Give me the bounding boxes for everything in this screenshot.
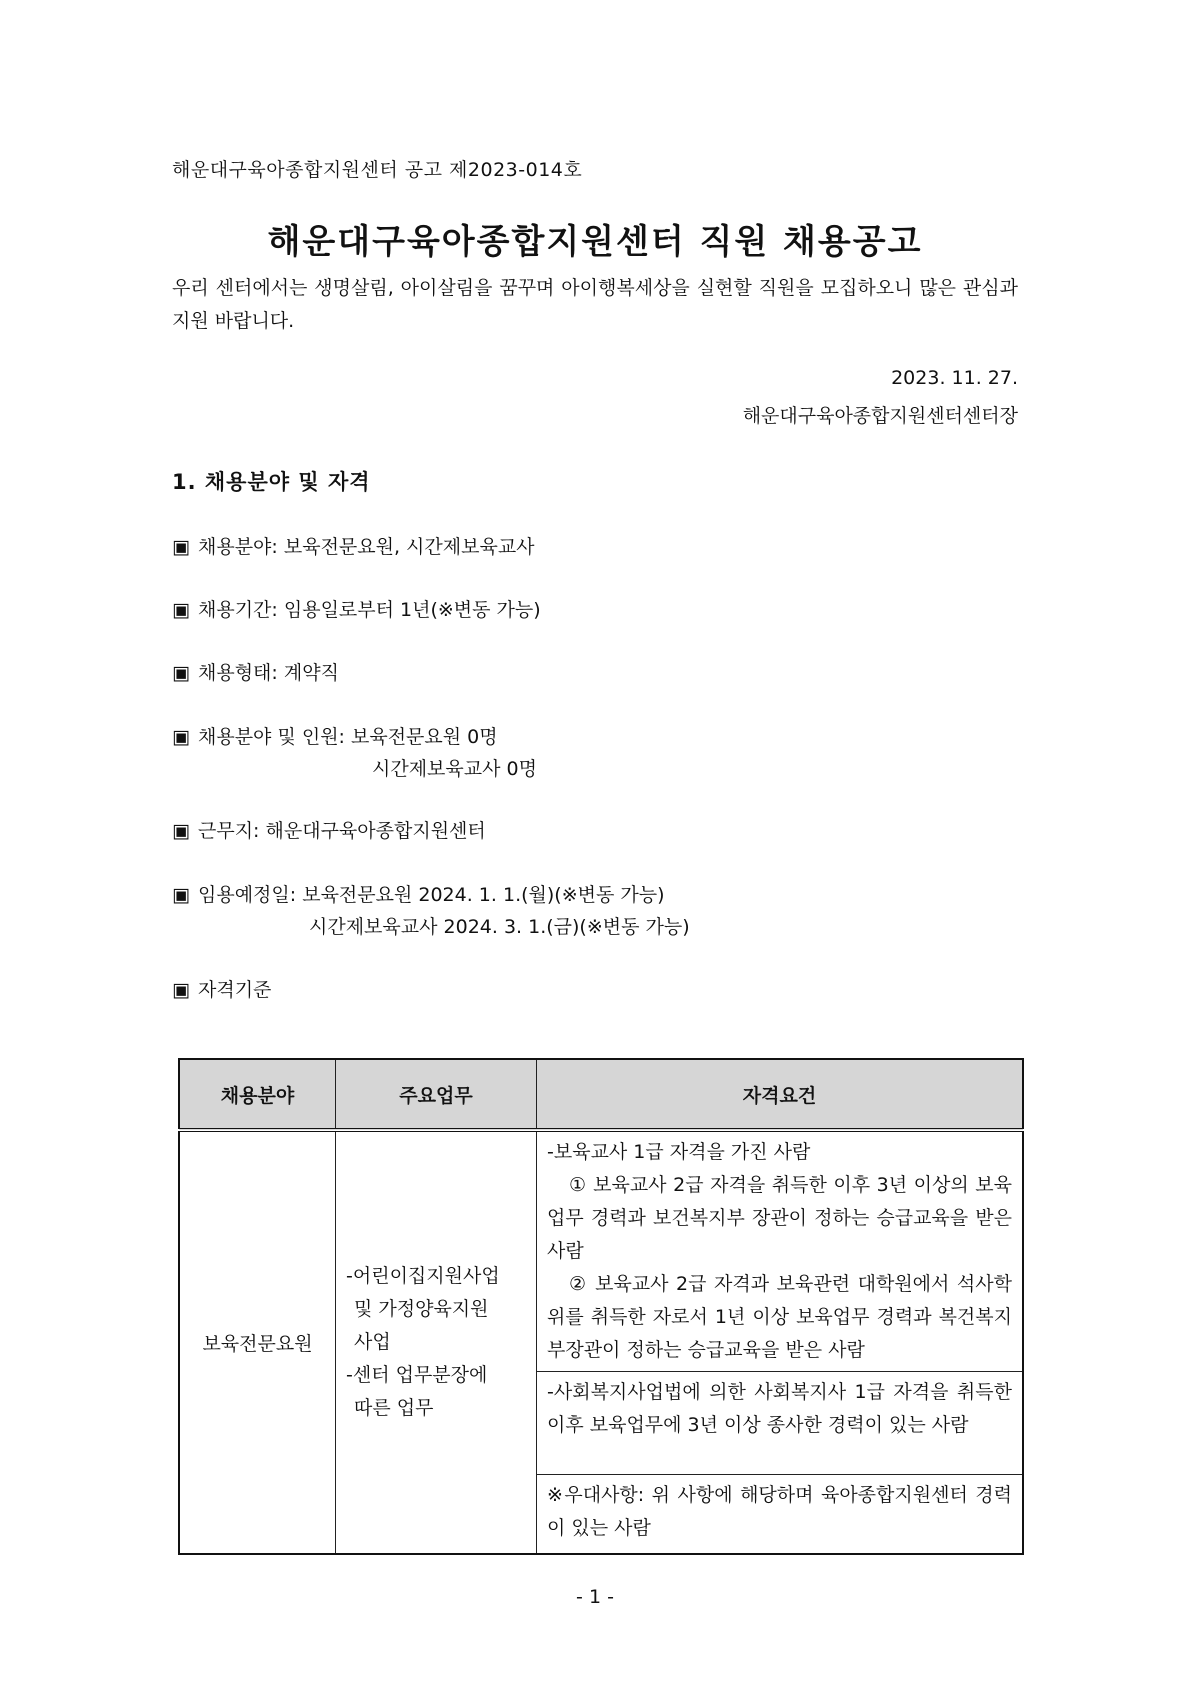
notice-number: 해운대구육아종합지원센터 공고 제2023-014호 bbox=[172, 159, 583, 181]
item-text: 임용예정일: 보육전문요원 2024. 1. 1.(월)(※변동 가능) bbox=[198, 884, 665, 906]
item-text-continued: 시간제보육교사 2024. 3. 1.(금)(※변동 가능) bbox=[309, 916, 690, 938]
duty-line: -센터 업무분장에 bbox=[346, 1364, 488, 1386]
issuer-name: 해운대구육아종합지원센터센터장 bbox=[742, 405, 1018, 427]
duty-line: -어린이집지원사업 bbox=[346, 1265, 500, 1287]
duty-line: 및 가정양육지원 bbox=[354, 1298, 489, 1320]
item-text: 근무지: 해운대구육아종합지원센터 bbox=[198, 820, 486, 842]
requirement-sub: ① 보육교사 2급 자격을 취득한 이후 3년 이상의 보육업무 경력과 보건복지부 장관이 정하는 승급교육을 받은 사람 bbox=[547, 1174, 1012, 1262]
page-title: 해운대구육아종합지원센터 직원 채용공고 bbox=[267, 222, 923, 262]
requirement-main: -보육교사 1급 자격을 가진 사람 bbox=[547, 1141, 811, 1163]
requirement-sub: ② 보육교사 2급 자격과 보육관련 대학원에서 석사학위를 취득한 자로서 1년 이상 보육업무 경력과 복건복지부장관이 정하는 승급교육을 받은 사람 bbox=[547, 1273, 1012, 1361]
bullet-icon: ▣ bbox=[172, 726, 190, 748]
item-text: 채용분야: 보육전문요원, 시간제보육교사 bbox=[198, 536, 535, 558]
cell-field: 보육전문요원 bbox=[179, 1130, 336, 1554]
table-header-row bbox=[179, 1059, 1023, 1130]
item-period bbox=[172, 594, 541, 626]
bullet-icon: ▣ bbox=[172, 884, 190, 906]
item-type bbox=[172, 657, 339, 689]
bullet-icon: ▣ bbox=[172, 599, 190, 621]
item-text: 채용기간: 임용일로부터 1년(※변동 가능) bbox=[198, 599, 541, 621]
cell-requirement-3: ※우대사항: 위 사항에 해당하며 육아종합지원센터 경력이 있는 사람 bbox=[537, 1475, 1024, 1555]
item-workplace bbox=[172, 815, 486, 847]
table-row bbox=[179, 1130, 1023, 1372]
notice-date: 2023. 11. 27. bbox=[891, 367, 1018, 389]
item-text-continued: 시간제보육교사 0명 bbox=[372, 758, 537, 780]
header-requirement: 자격요건 bbox=[537, 1059, 1024, 1130]
bullet-icon: ▣ bbox=[172, 820, 190, 842]
header-duty: 주요업무 bbox=[336, 1059, 537, 1130]
page-number: - 1 - bbox=[576, 1586, 614, 1608]
bullet-icon: ▣ bbox=[172, 662, 190, 684]
header-field: 채용분야 bbox=[179, 1059, 336, 1130]
bullet-icon: ▣ bbox=[172, 979, 190, 1001]
intro-paragraph: 우리 센터에서는 생명살림, 아이살림을 꿈꾸며 아이행복세상을 실현할 직원을 모집하오니 많은 관심과 지원 바랍니다. bbox=[172, 277, 1018, 332]
duty-line: 따른 업무 bbox=[354, 1397, 434, 1419]
duty-line: 사업 bbox=[354, 1331, 391, 1353]
item-start-date bbox=[172, 879, 690, 943]
cell-duty bbox=[336, 1130, 537, 1554]
item-text: 채용형태: 계약직 bbox=[198, 662, 339, 684]
cell-requirement-2: -사회복지사업법에 의한 사회복지사 1급 자격을 취득한 이후 보육업무에 3년 이상 종사한 경력이 있는 사람 bbox=[537, 1372, 1024, 1475]
cell-requirement-1 bbox=[537, 1130, 1024, 1372]
section-title: 1. 채용분야 및 자격 bbox=[172, 470, 371, 494]
qualification-table bbox=[178, 1058, 1024, 1555]
bullet-icon: ▣ bbox=[172, 536, 190, 558]
item-text: 채용분야 및 인원: 보육전문요원 0명 bbox=[198, 726, 498, 748]
item-qualification bbox=[172, 974, 271, 1006]
item-text: 자격기준 bbox=[198, 979, 272, 1001]
item-headcount bbox=[172, 721, 537, 785]
item-field bbox=[172, 531, 535, 563]
